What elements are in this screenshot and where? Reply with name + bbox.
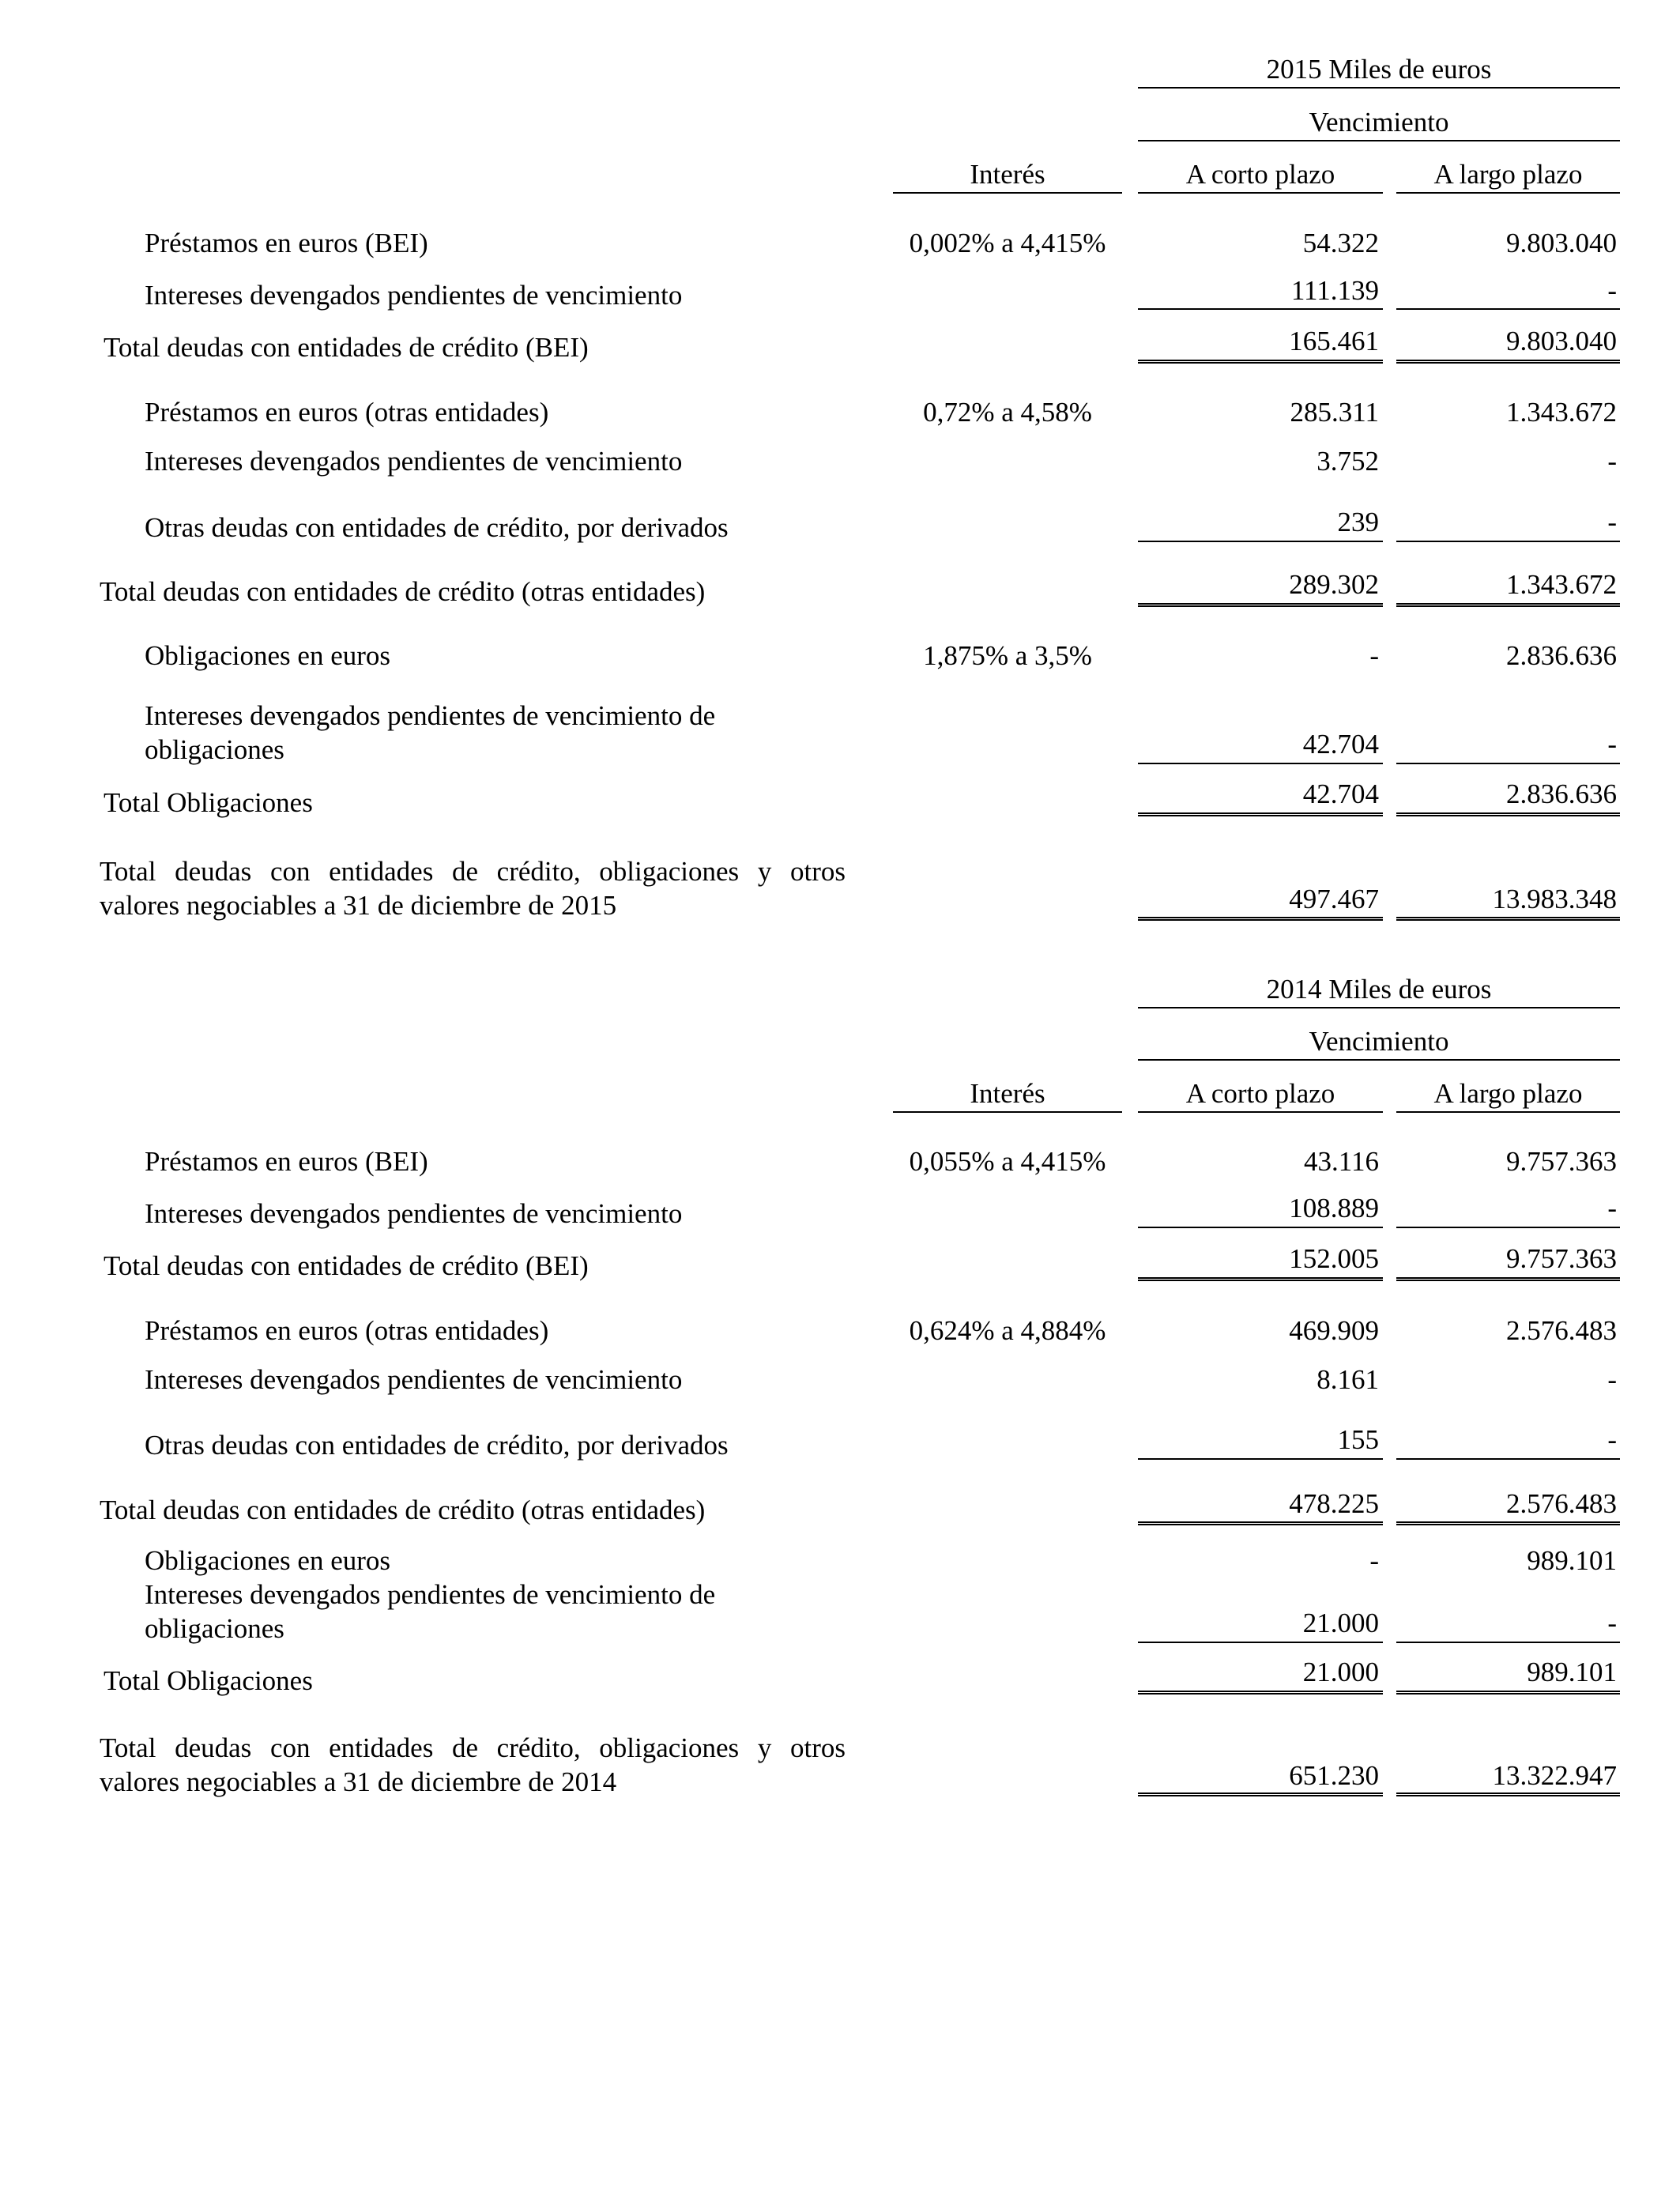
row-rate: 0,72% a 4,58% (923, 397, 1092, 428)
double-rule (1396, 360, 1620, 364)
double-rule (1138, 812, 1383, 816)
double-rule (1396, 1277, 1620, 1281)
rule (1396, 763, 1620, 764)
rule (1138, 1227, 1383, 1228)
row-label: Intereses devengados pendientes de vencimiento (145, 1364, 683, 1395)
row-label: Préstamos en euros (BEI) (145, 1146, 428, 1177)
row-corto: 111.139 (1290, 275, 1379, 306)
row-label-line2: obligaciones (145, 1613, 284, 1644)
double-rule (1396, 1793, 1620, 1796)
row-largo: 2.576.483 (1506, 1488, 1617, 1519)
row-largo: - (1607, 507, 1617, 537)
rule (1138, 87, 1620, 89)
row-label: Total Obligaciones (104, 787, 313, 818)
rule (1396, 308, 1620, 310)
row-largo: 989.101 (1527, 1657, 1617, 1687)
double-rule (1396, 1691, 1620, 1695)
row-rate: 0,624% a 4,884% (909, 1315, 1106, 1346)
row-largo: 989.101 (1527, 1545, 1617, 1576)
double-rule (1138, 603, 1383, 607)
row-corto: 42.704 (1302, 729, 1379, 760)
row-label: Intereses devengados pendientes de vencimiento (145, 280, 683, 311)
rule (1138, 1111, 1383, 1113)
rule (1138, 763, 1383, 764)
row-corto: 3.752 (1317, 446, 1379, 477)
row-rate: 0,055% a 4,415% (909, 1146, 1106, 1177)
row-largo: - (1607, 1424, 1617, 1455)
row-label: Otras deudas con entidades de crédito, por derivados (145, 1430, 729, 1461)
row-corto: 43.116 (1304, 1146, 1379, 1177)
row-corto: 651.230 (1289, 1760, 1379, 1791)
row-largo: 2.836.636 (1506, 640, 1617, 671)
rule (1138, 1059, 1620, 1061)
row-corto: 8.161 (1317, 1364, 1379, 1395)
rule (893, 1111, 1122, 1113)
year-title-2015: 2015 Miles de euros (1266, 54, 1492, 85)
interes-header: Interés (970, 159, 1045, 190)
row-corto: - (1369, 1545, 1379, 1576)
rule (1396, 1227, 1620, 1228)
rule (1138, 140, 1620, 141)
row-largo: 1.343.672 (1506, 569, 1617, 600)
row-corto: 239 (1337, 507, 1379, 537)
row-label: Total deudas con entidades de crédito (otras entidades) (100, 576, 706, 607)
row-label: Intereses devengados pendientes de vencimiento (145, 1198, 683, 1229)
row-largo: - (1607, 1364, 1617, 1395)
row-corto: 289.302 (1289, 569, 1379, 600)
row-largo: 2.836.636 (1506, 778, 1617, 809)
rule (1396, 541, 1620, 542)
row-label: Total deudas con entidades de crédito (otras entidades) (100, 1495, 706, 1525)
row-corto: 21.000 (1302, 1608, 1379, 1638)
row-label: Total Obligaciones (104, 1665, 313, 1696)
row-label: Total deudas con entidades de crédito (BEI) (104, 332, 589, 363)
rule (1138, 1007, 1620, 1008)
vencimiento-header: Vencimiento (1309, 107, 1449, 138)
row-largo: - (1607, 275, 1617, 306)
rule (893, 192, 1122, 194)
row-largo: 13.983.348 (1492, 884, 1617, 914)
row-label-line1: Total deudas con entidades de crédito, obligaciones y otros (100, 856, 846, 887)
row-corto: 42.704 (1302, 778, 1379, 809)
double-rule (1396, 603, 1620, 607)
row-rate: 1,875% a 3,5% (923, 640, 1092, 671)
row-label-line1: Intereses devengados pendientes de vencimiento de (145, 1579, 716, 1610)
row-largo: 9.757.363 (1506, 1243, 1617, 1274)
row-corto: 165.461 (1289, 326, 1379, 356)
row-corto: 54.322 (1302, 228, 1379, 258)
year-title-2014: 2014 Miles de euros (1266, 974, 1492, 1005)
row-corto: - (1369, 640, 1379, 671)
row-label-line2: valores negociables a 31 de diciembre de 2015 (100, 890, 617, 921)
double-rule (1138, 1277, 1383, 1281)
rule (1396, 1111, 1620, 1113)
double-rule (1396, 917, 1620, 921)
double-rule (1138, 1793, 1383, 1796)
row-label-line2: valores negociables a 31 de diciembre de 2014 (100, 1766, 617, 1797)
double-rule (1396, 812, 1620, 816)
row-corto: 497.467 (1289, 884, 1379, 914)
rule (1396, 1458, 1620, 1460)
row-corto: 285.311 (1290, 397, 1379, 428)
rule (1138, 1458, 1383, 1460)
largo-header: A largo plazo (1433, 1078, 1583, 1109)
rule (1396, 192, 1620, 194)
row-largo: - (1607, 729, 1617, 760)
row-largo: 9.757.363 (1506, 1146, 1617, 1177)
row-largo: - (1607, 1193, 1617, 1223)
row-label: Intereses devengados pendientes de vencimiento (145, 446, 683, 477)
row-label: Total deudas con entidades de crédito (BEI) (104, 1250, 589, 1281)
row-largo: - (1607, 1608, 1617, 1638)
row-label-line2: obligaciones (145, 734, 284, 765)
rule (1138, 308, 1383, 310)
double-rule (1138, 1691, 1383, 1695)
rule (1138, 192, 1383, 194)
row-label: Otras deudas con entidades de crédito, por derivados (145, 512, 729, 543)
row-label: Préstamos en euros (BEI) (145, 228, 428, 258)
rule (1138, 1642, 1383, 1643)
row-label-line1: Intereses devengados pendientes de vencimiento de (145, 700, 716, 731)
row-label-line1: Total deudas con entidades de crédito, obligaciones y otros (100, 1732, 846, 1763)
row-label: Obligaciones en euros (145, 1545, 391, 1576)
row-corto: 108.889 (1289, 1193, 1379, 1223)
row-largo: 1.343.672 (1506, 397, 1617, 428)
row-corto: 155 (1337, 1424, 1379, 1455)
largo-header: A largo plazo (1433, 159, 1583, 190)
rule (1396, 1642, 1620, 1643)
row-label: Préstamos en euros (otras entidades) (145, 397, 549, 428)
double-rule (1138, 917, 1383, 921)
row-label: Obligaciones en euros (145, 640, 391, 671)
row-largo: - (1607, 446, 1617, 477)
double-rule (1138, 1521, 1383, 1525)
vencimiento-header: Vencimiento (1309, 1026, 1449, 1057)
interes-header: Interés (970, 1078, 1045, 1109)
row-largo: 2.576.483 (1506, 1315, 1617, 1346)
double-rule (1396, 1521, 1620, 1525)
corto-header: A corto plazo (1185, 159, 1335, 190)
row-corto: 152.005 (1289, 1243, 1379, 1274)
row-corto: 469.909 (1289, 1315, 1379, 1346)
corto-header: A corto plazo (1185, 1078, 1335, 1109)
row-largo: 13.322.947 (1492, 1760, 1617, 1791)
row-corto: 478.225 (1289, 1488, 1379, 1519)
row-label: Préstamos en euros (otras entidades) (145, 1315, 549, 1346)
row-largo: 9.803.040 (1506, 228, 1617, 258)
row-largo: 9.803.040 (1506, 326, 1617, 356)
rule (1138, 541, 1383, 542)
row-corto: 21.000 (1302, 1657, 1379, 1687)
row-rate: 0,002% a 4,415% (909, 228, 1106, 258)
double-rule (1138, 360, 1383, 364)
